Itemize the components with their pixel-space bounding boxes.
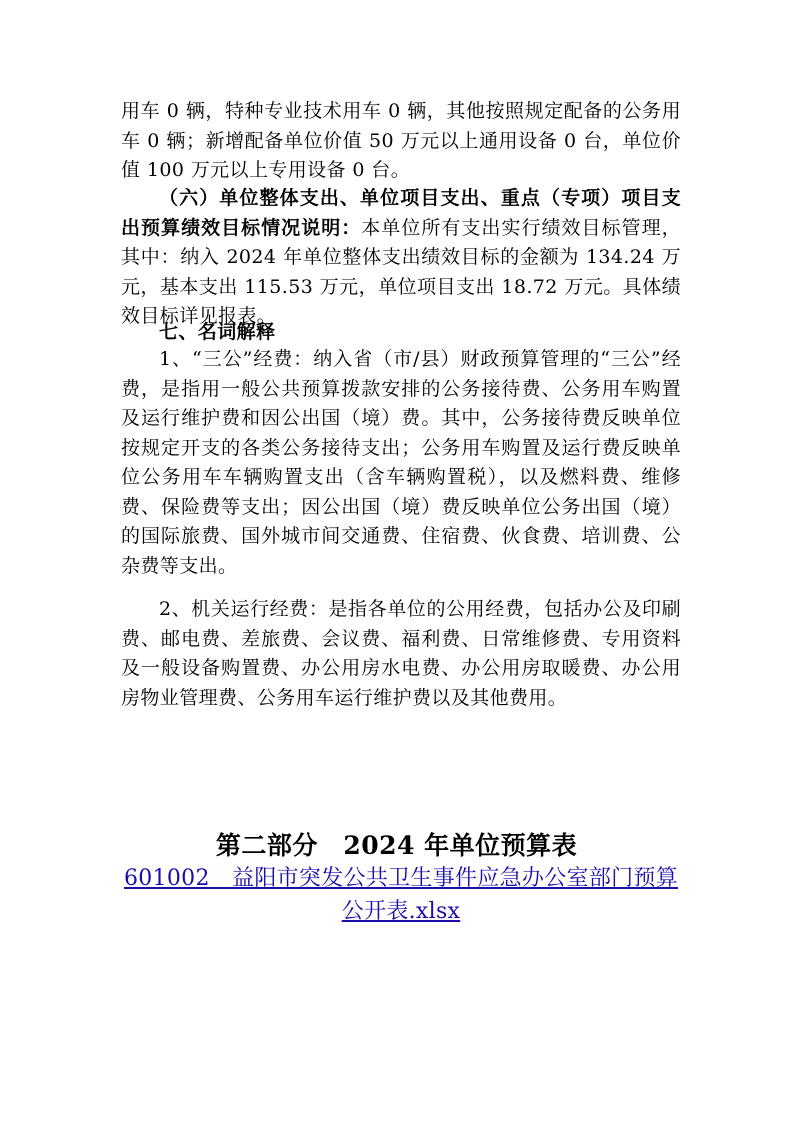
section-7-title: 七、名词解释 <box>159 321 276 343</box>
term-2-paragraph: 2、机关运行经费：是指各单位的公用经费，包括办公及印刷费、邮电费、差旅费、会议费、福利费、日常维修费、专用资料及一般设备购置费、办公用房水电费、办公用房取暖费、办公用房物业管理费、公务用车运行维护费以及其他费用。 <box>121 598 681 709</box>
budget-file-link[interactable]: 601002 益阳市突发公共卫生事件应急办公室部门预算公开表.xlsx <box>123 866 679 924</box>
performance-heading: （六）单位整体支出、单位项目支出、重点（专项）项目支出预算绩效目标情况说明： <box>121 187 681 239</box>
performance-body: 本单位所有支出实行绩效目标管理，其中：纳入 2024 年单位整体支出绩效目标的金额为 134.24 万元，基本支出 115.53 万元，单位项目支出 18.72 万元。具体绩效目标详见报表。 <box>121 216 681 327</box>
performance-paragraph <box>121 184 681 332</box>
vehicles-paragraph: 用车 0 辆，特种专业技术用车 0 辆，其他按照规定配备的公务用车 0 辆；新增配备单位价值 50 万元以上通用设备 0 台，单位价值 100 万元以上专用设备 0 台。 <box>121 100 681 181</box>
term-1-paragraph: 1、“三公”经费：纳入省（市/县）财政预算管理的“三公”经费，是指用一般公共预算拨款安排的公务接待费、公务用车购置及运行维护费和因公出国（境）费。其中，公务接待费反映单位按规定开支的各类公务接待支出；公务用车购置及运行费反映单位公务用车车辆购置支出（含车辆购置税），以及燃料费、维修费、保险费等支出；因公出国（境）费反映单位公务出国（境）的国际旅费、国外城市间交通费、住宿费、伙食费、培训费、公杂费等支出。 <box>121 348 681 577</box>
part-2-title: 第二部分 2024 年单位预算表 <box>215 831 578 860</box>
